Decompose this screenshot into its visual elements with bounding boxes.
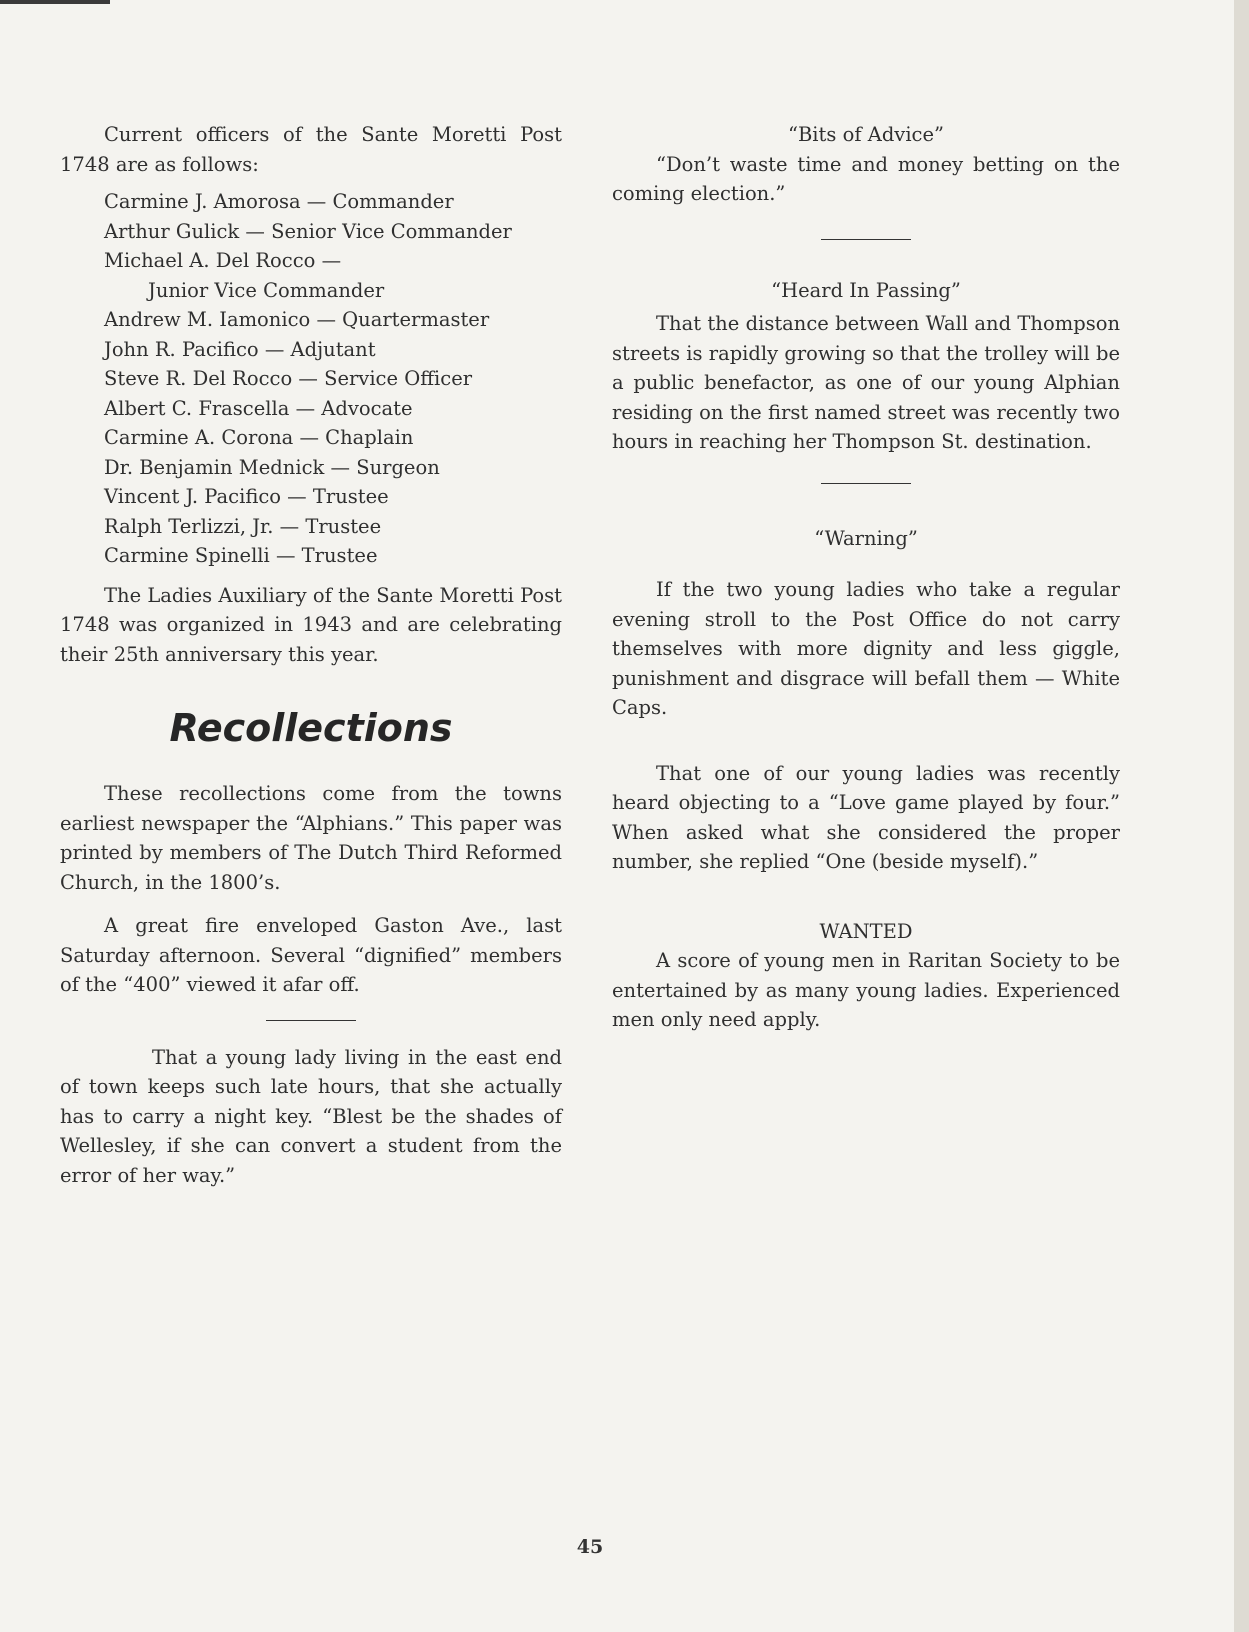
- officer-line: Michael A. Del Rocco —: [104, 249, 342, 272]
- love-game-paragraph: That one of our young ladies was recently heard objecting to a “Love game played by four.” When asked what she considered the proper number, she replied “One (beside myself).”: [612, 761, 1120, 873]
- warning-text: If the two young ladies who take a regular evening stroll to the Post Office do not carry themselves with more dignity and less giggle, punishment and disgrace will befall them — White Caps.: [612, 578, 1120, 719]
- wanted-title: WANTED: [819, 919, 913, 943]
- officers-list: [104, 187, 562, 571]
- young-lady-paragraph: That a young lady living in the east end of town keeps such late hours, that she actually has to carry a night key. “Blest be the shades of Wellesley, if she can convert a student from the error of her way.”: [60, 1045, 562, 1187]
- advice-text: “Don’t waste time and money betting on the coming election.”: [612, 152, 1120, 205]
- warning-title: “Warning”: [814, 526, 918, 550]
- officer-line: Dr. Benjamin Mednick — Surgeon: [104, 455, 440, 479]
- advice-title: “Bits of Advice”: [788, 123, 944, 146]
- page-number: 45: [576, 1536, 604, 1558]
- officer-line: Andrew M. Iamonico — Quartermaster: [104, 308, 490, 331]
- section-divider: [821, 239, 911, 240]
- right-column: [612, 120, 1120, 1035]
- auxiliary-paragraph: The Ladies Auxiliary of the Sante Moretti Post 1748 was organized in 1943 and are celebrating their 25th anniversary this year.: [60, 583, 562, 666]
- recollections-heading: Recollections: [169, 706, 453, 750]
- recollections-intro: These recollections come from the towns earliest newspaper the “Alphians.” This paper was printed by members of The Dutch Third Reformed Church, in the 1800’s.: [60, 782, 562, 894]
- officer-line: John R. Pacifico — Adjutant: [104, 337, 376, 361]
- officer-line: Albert C. Frascella — Advocate: [104, 396, 413, 420]
- officers-intro: Current officers of the Sante Moretti Post 1748 are as follows:: [60, 123, 562, 176]
- heard-title: “Heard In Passing”: [771, 278, 961, 302]
- officer-line: Carmine J. Amorosa — Commander: [104, 190, 454, 213]
- officer-line: Steve R. Del Rocco — Service Officer: [104, 367, 473, 390]
- heard-text: That the distance between Wall and Thompson streets is rapidly growing so that the trolley will be a public benefactor, as one of our young Alphian residing on the first named street was recently two hours in reaching her Thompson St. destination.: [612, 312, 1120, 453]
- section-divider: [266, 1020, 356, 1021]
- officer-line: Vincent J. Pacifico — Trustee: [104, 485, 389, 508]
- top-edge-mark: [0, 0, 110, 4]
- officer-line: Junior Vice Commander: [148, 278, 385, 302]
- officer-line: Arthur Gulick — Senior Vice Commander: [104, 219, 512, 243]
- officer-line: Ralph Terlizzi, Jr. — Trustee: [104, 514, 382, 538]
- wanted-text: A score of young men in Raritan Society to be entertained by as many young ladies. Experienced men only need apply.: [612, 949, 1120, 1031]
- officer-line: Carmine Spinelli — Trustee: [104, 544, 378, 567]
- page-edge: [1234, 0, 1249, 1632]
- fire-paragraph: A great fire enveloped Gaston Ave., last Saturday afternoon. Several “dignified” members of the “400” viewed it afar off.: [60, 914, 562, 996]
- officer-line: Carmine A. Corona — Chaplain: [104, 426, 414, 449]
- section-divider: [821, 483, 911, 484]
- left-column: [60, 120, 562, 1190]
